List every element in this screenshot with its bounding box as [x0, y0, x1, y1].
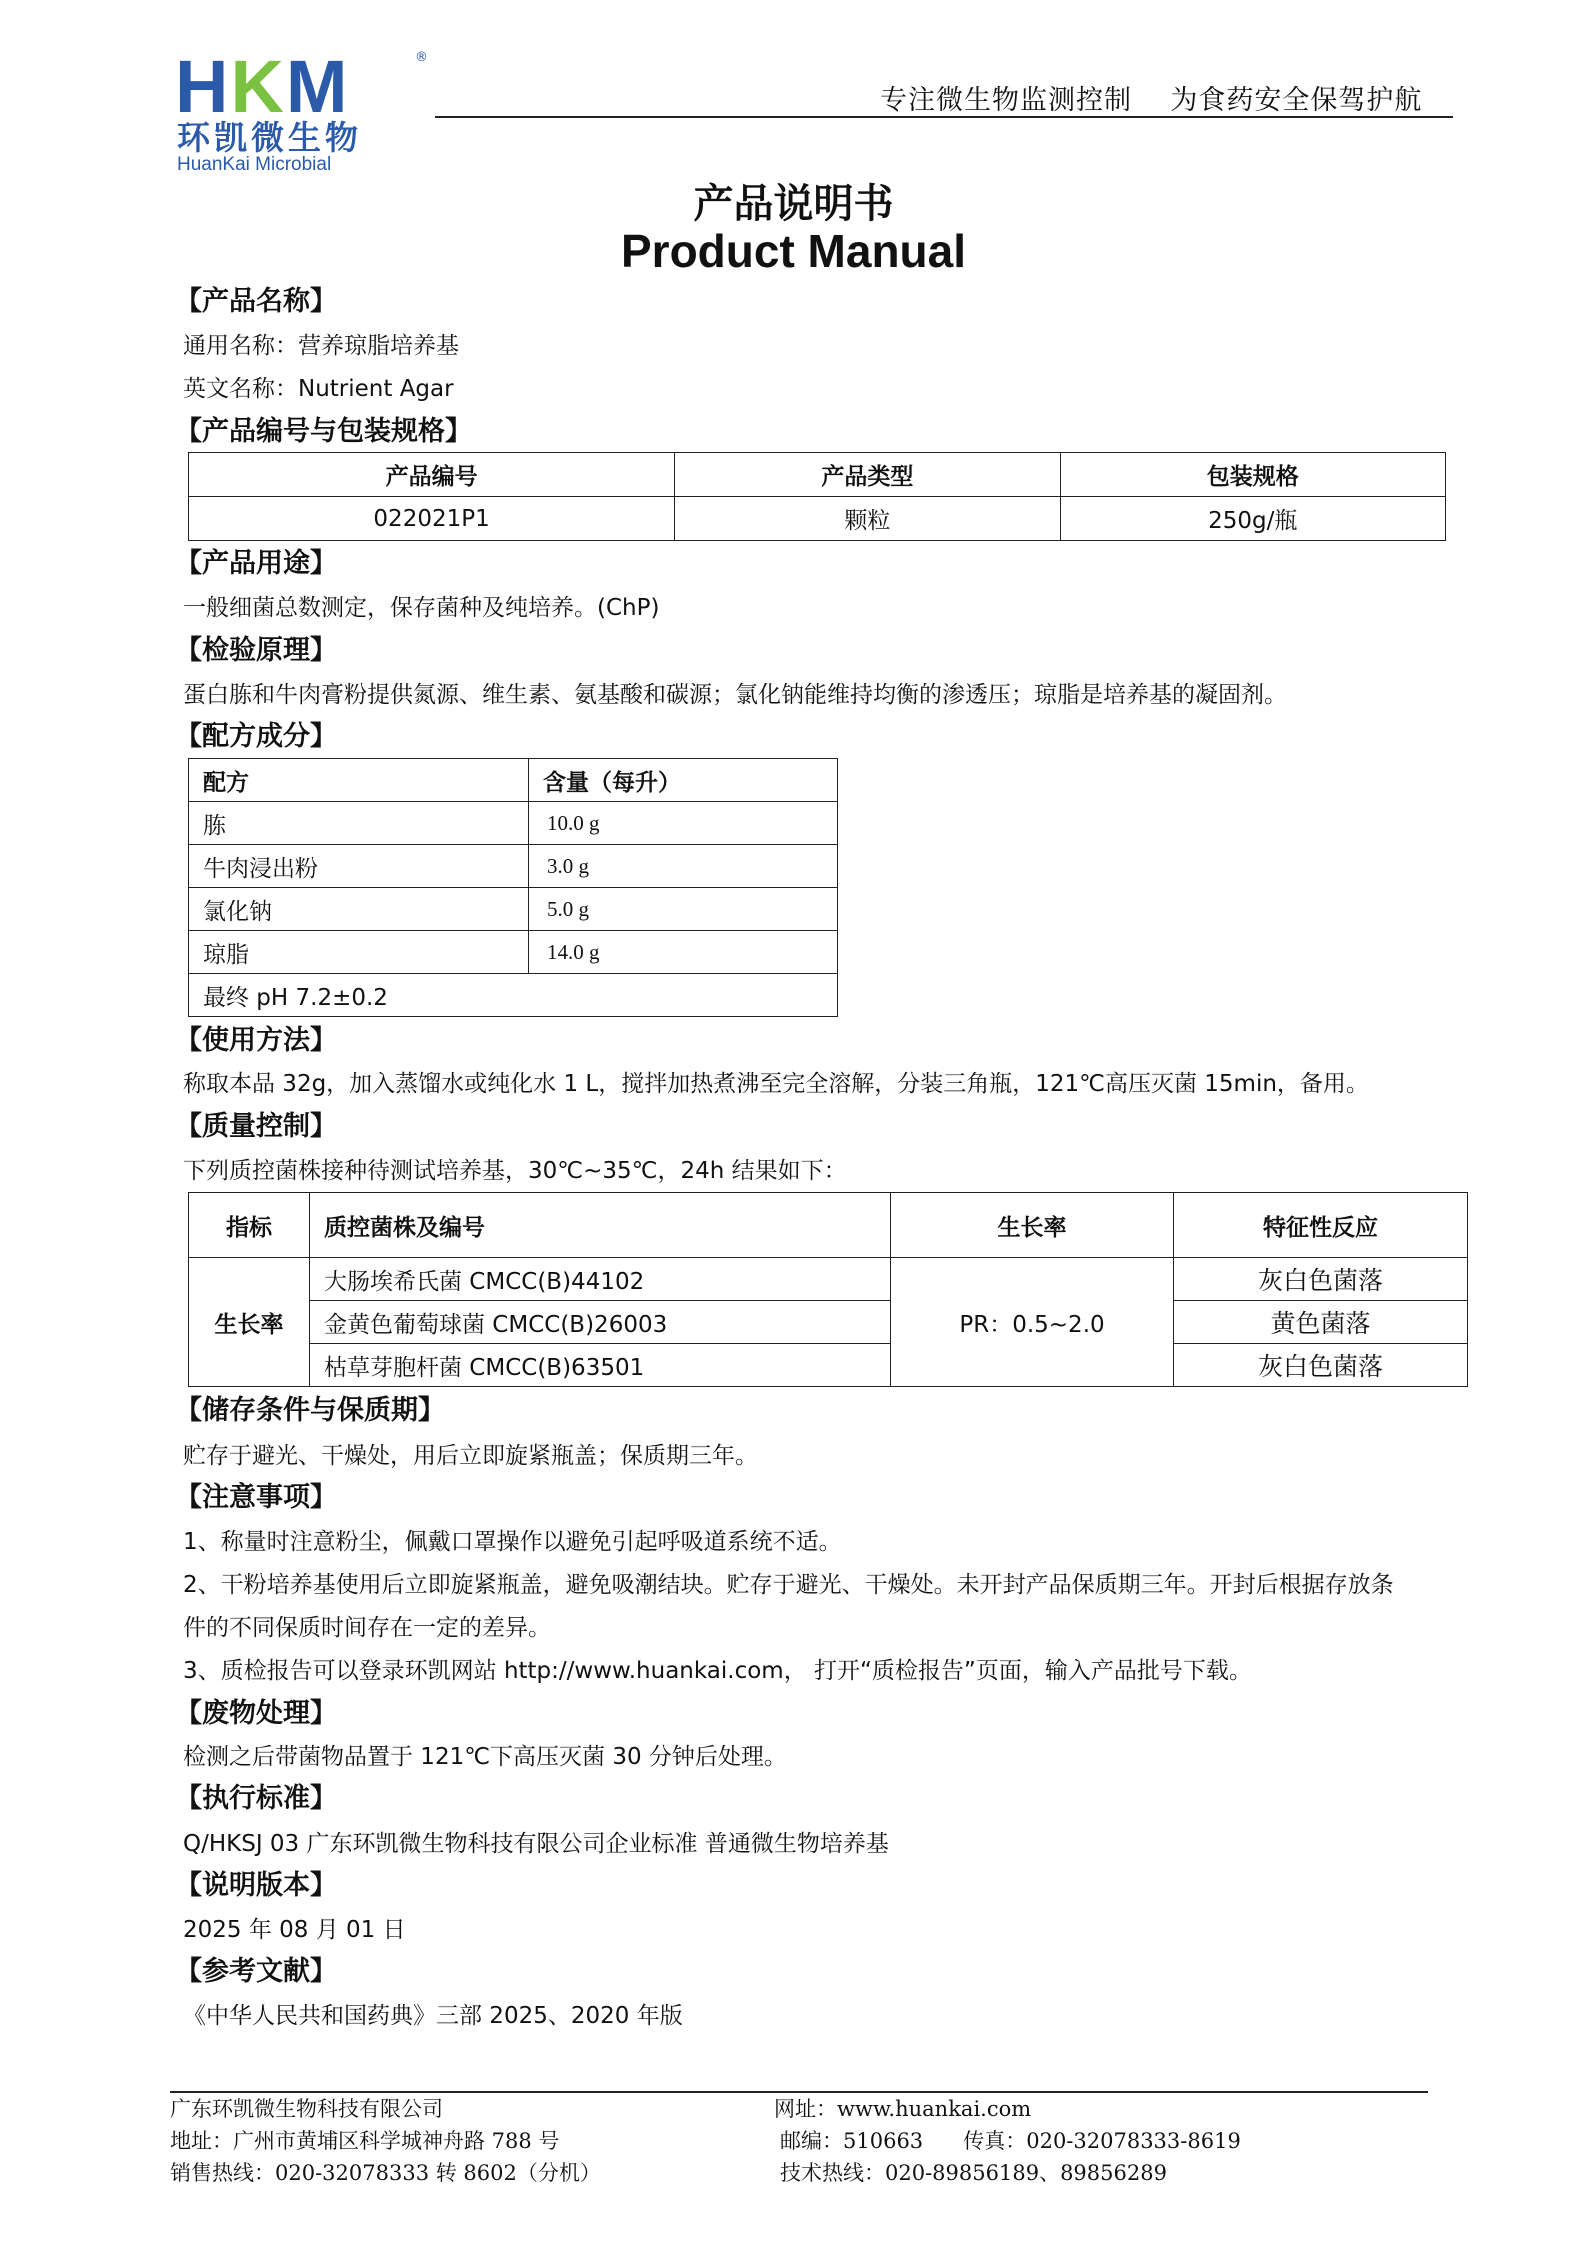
- usage-text: 一般细菌总数测定，保存菌种及纯培养。(ChP): [183, 595, 660, 621]
- footer-postcode-fax: 邮编：510663 传真：020-32078333-8619: [780, 2129, 1241, 2153]
- footer-sales-hotline: 销售热线：020-32078333 转 8602（分机）: [170, 2161, 601, 2185]
- qc-intro: 下列质控菌株接种待测试培养基，30℃~35℃，24h 结果如下：: [183, 1158, 847, 1184]
- logo-chinese-name: 环凯微生物: [177, 118, 362, 157]
- qc-strain: 金黄色葡萄球菌 CMCC(B)26003: [310, 1301, 891, 1344]
- method-text: 称取本品 32g，加入蒸馏水或纯化水 1 L，搅拌加热煮沸至完全溶解，分装三角瓶，121℃高压灭菌 15min，备用。: [183, 1071, 1369, 1097]
- ingredient-name: 牛肉浸出粉: [189, 845, 529, 888]
- table-header-cell: 产品类型: [675, 453, 1060, 497]
- logo-english-name: HuanKai Microbial: [177, 154, 332, 175]
- registered-mark: ®: [415, 50, 428, 65]
- table-header-row: [189, 1193, 1468, 1258]
- qc-growth-rate: PR：0.5~2.0: [891, 1258, 1174, 1387]
- qc-reaction: 黄色菌落: [1174, 1301, 1468, 1344]
- table-header-cell: 指标: [189, 1193, 310, 1258]
- note-2-line-1: 2、干粉培养基使用后立即旋紧瓶盖，避免吸潮结块。贮存于避光、干燥处。未开封产品保质期三年。开封后根据存放条: [183, 1572, 1394, 1598]
- footer-tech-hotline: 技术热线：020-89856189、89856289: [780, 2161, 1167, 2185]
- standard-text: Q/HKSJ 03 广东环凯微生物科技有限公司企业标准 普通微生物培养基: [183, 1831, 889, 1857]
- table-header-cell: 包装规格: [1060, 453, 1445, 497]
- waste-text: 检测之后带菌物品置于 121℃下高压灭菌 30 分钟后处理。: [183, 1744, 787, 1770]
- header-slogan: 专注微生物监测控制 为食药安全保驾护航: [880, 85, 1423, 116]
- table-header-cell: 配方: [189, 759, 529, 802]
- title-english: Product Manual: [620, 225, 967, 277]
- table-row: [189, 1344, 1468, 1387]
- section-heading-usage: 【产品用途】: [175, 548, 337, 579]
- ingredient-amount: 14.0 g: [529, 931, 838, 974]
- footer-address: 地址：广州市黄埔区科学城神舟路 788 号: [170, 2129, 560, 2153]
- section-heading-method: 【使用方法】: [175, 1025, 337, 1056]
- table-row: [189, 888, 838, 931]
- section-heading-name: 【产品名称】: [175, 286, 337, 317]
- version-text: 2025 年 08 月 01 日: [183, 1917, 406, 1943]
- table-row: [189, 931, 838, 974]
- table-row: [189, 497, 1446, 541]
- ingredient-amount: 5.0 g: [529, 888, 838, 931]
- table-row: [189, 974, 838, 1017]
- table-header-cell: 质控菌株及编号: [310, 1193, 891, 1258]
- table-header-cell: 产品编号: [189, 453, 675, 497]
- note-2-line-2: 件的不同保质时间存在一定的差异。: [183, 1615, 551, 1641]
- table-row: [189, 802, 838, 845]
- section-heading-storage: 【储存条件与保质期】: [175, 1395, 445, 1426]
- title-chinese: 产品说明书: [693, 181, 894, 227]
- ingredient-amount: 3.0 g: [529, 845, 838, 888]
- ingredient-name: 胨: [189, 802, 529, 845]
- ingredient-name: 琼脂: [189, 931, 529, 974]
- table-row: [189, 845, 838, 888]
- table-header-row: [189, 759, 838, 802]
- section-heading-waste: 【废物处理】: [175, 1698, 337, 1729]
- qc-reaction: 灰白色菌落: [1174, 1258, 1468, 1301]
- note-1: 1、称量时注意粉尘，佩戴口罩操作以避免引起呼吸道系统不适。: [183, 1529, 842, 1555]
- reference-text: 《中华人民共和国药典》三部 2025、2020 年版: [183, 2003, 683, 2029]
- package-size: 250g/瓶: [1060, 497, 1445, 541]
- section-heading-qc: 【质量控制】: [175, 1111, 337, 1142]
- product-type: 颗粒: [675, 497, 1060, 541]
- footer-divider: [170, 2091, 1428, 2093]
- qc-strain: 枯草芽胞杆菌 CMCC(B)63501: [310, 1344, 891, 1387]
- company-logo: [175, 45, 435, 175]
- section-heading-spec: 【产品编号与包装规格】: [175, 416, 472, 447]
- section-heading-reference: 【参考文献】: [175, 1956, 337, 1987]
- section-heading-principle: 【检验原理】: [175, 635, 337, 666]
- storage-text: 贮存于避光、干燥处，用后立即旋紧瓶盖；保质期三年。: [183, 1443, 758, 1469]
- table-header-cell: 含量（每升）: [529, 759, 838, 802]
- ingredient-amount: 10.0 g: [529, 802, 838, 845]
- qc-reaction: 灰白色菌落: [1174, 1344, 1468, 1387]
- principle-text: 蛋白胨和牛肉膏粉提供氮源、维生素、氨基酸和碳源；氯化钠能维持均衡的渗透压；琼脂是培养基的凝固剂。: [183, 682, 1287, 708]
- qc-strain: 大肠埃希氏菌 CMCC(B)44102: [310, 1258, 891, 1301]
- section-heading-formula: 【配方成分】: [175, 721, 337, 752]
- common-name: 通用名称：营养琼脂培养基: [183, 333, 459, 359]
- final-ph: 最终 pH 7.2±0.2: [189, 974, 838, 1017]
- section-heading-notes: 【注意事项】: [175, 1482, 337, 1513]
- table-header-cell: 特征性反应: [1174, 1193, 1468, 1258]
- section-heading-version: 【说明版本】: [175, 1870, 337, 1901]
- table-header-row: [189, 453, 1446, 497]
- english-name: 英文名称：Nutrient Agar: [183, 376, 454, 402]
- spec-table: [188, 452, 1446, 541]
- qc-table: [188, 1192, 1468, 1387]
- table-row: [189, 1301, 1468, 1344]
- qc-indicator: 生长率: [189, 1258, 310, 1387]
- footer-company: 广东环凯微生物科技有限公司: [170, 2097, 443, 2121]
- footer-website: 网址：www.huankai.com: [774, 2097, 1032, 2121]
- formula-table: [188, 758, 838, 1017]
- logo-letters: HKM: [175, 45, 350, 128]
- note-3: 3、质检报告可以登录环凯网站 http://www.huankai.com， 打开“质检报告”页面，输入产品批号下载。: [183, 1658, 1252, 1684]
- table-header-cell: 生长率: [891, 1193, 1174, 1258]
- ingredient-name: 氯化钠: [189, 888, 529, 931]
- section-heading-standard: 【执行标准】: [175, 1783, 337, 1814]
- table-row: [189, 1258, 1468, 1301]
- product-code: 022021P1: [189, 497, 675, 541]
- header-divider: [435, 116, 1453, 118]
